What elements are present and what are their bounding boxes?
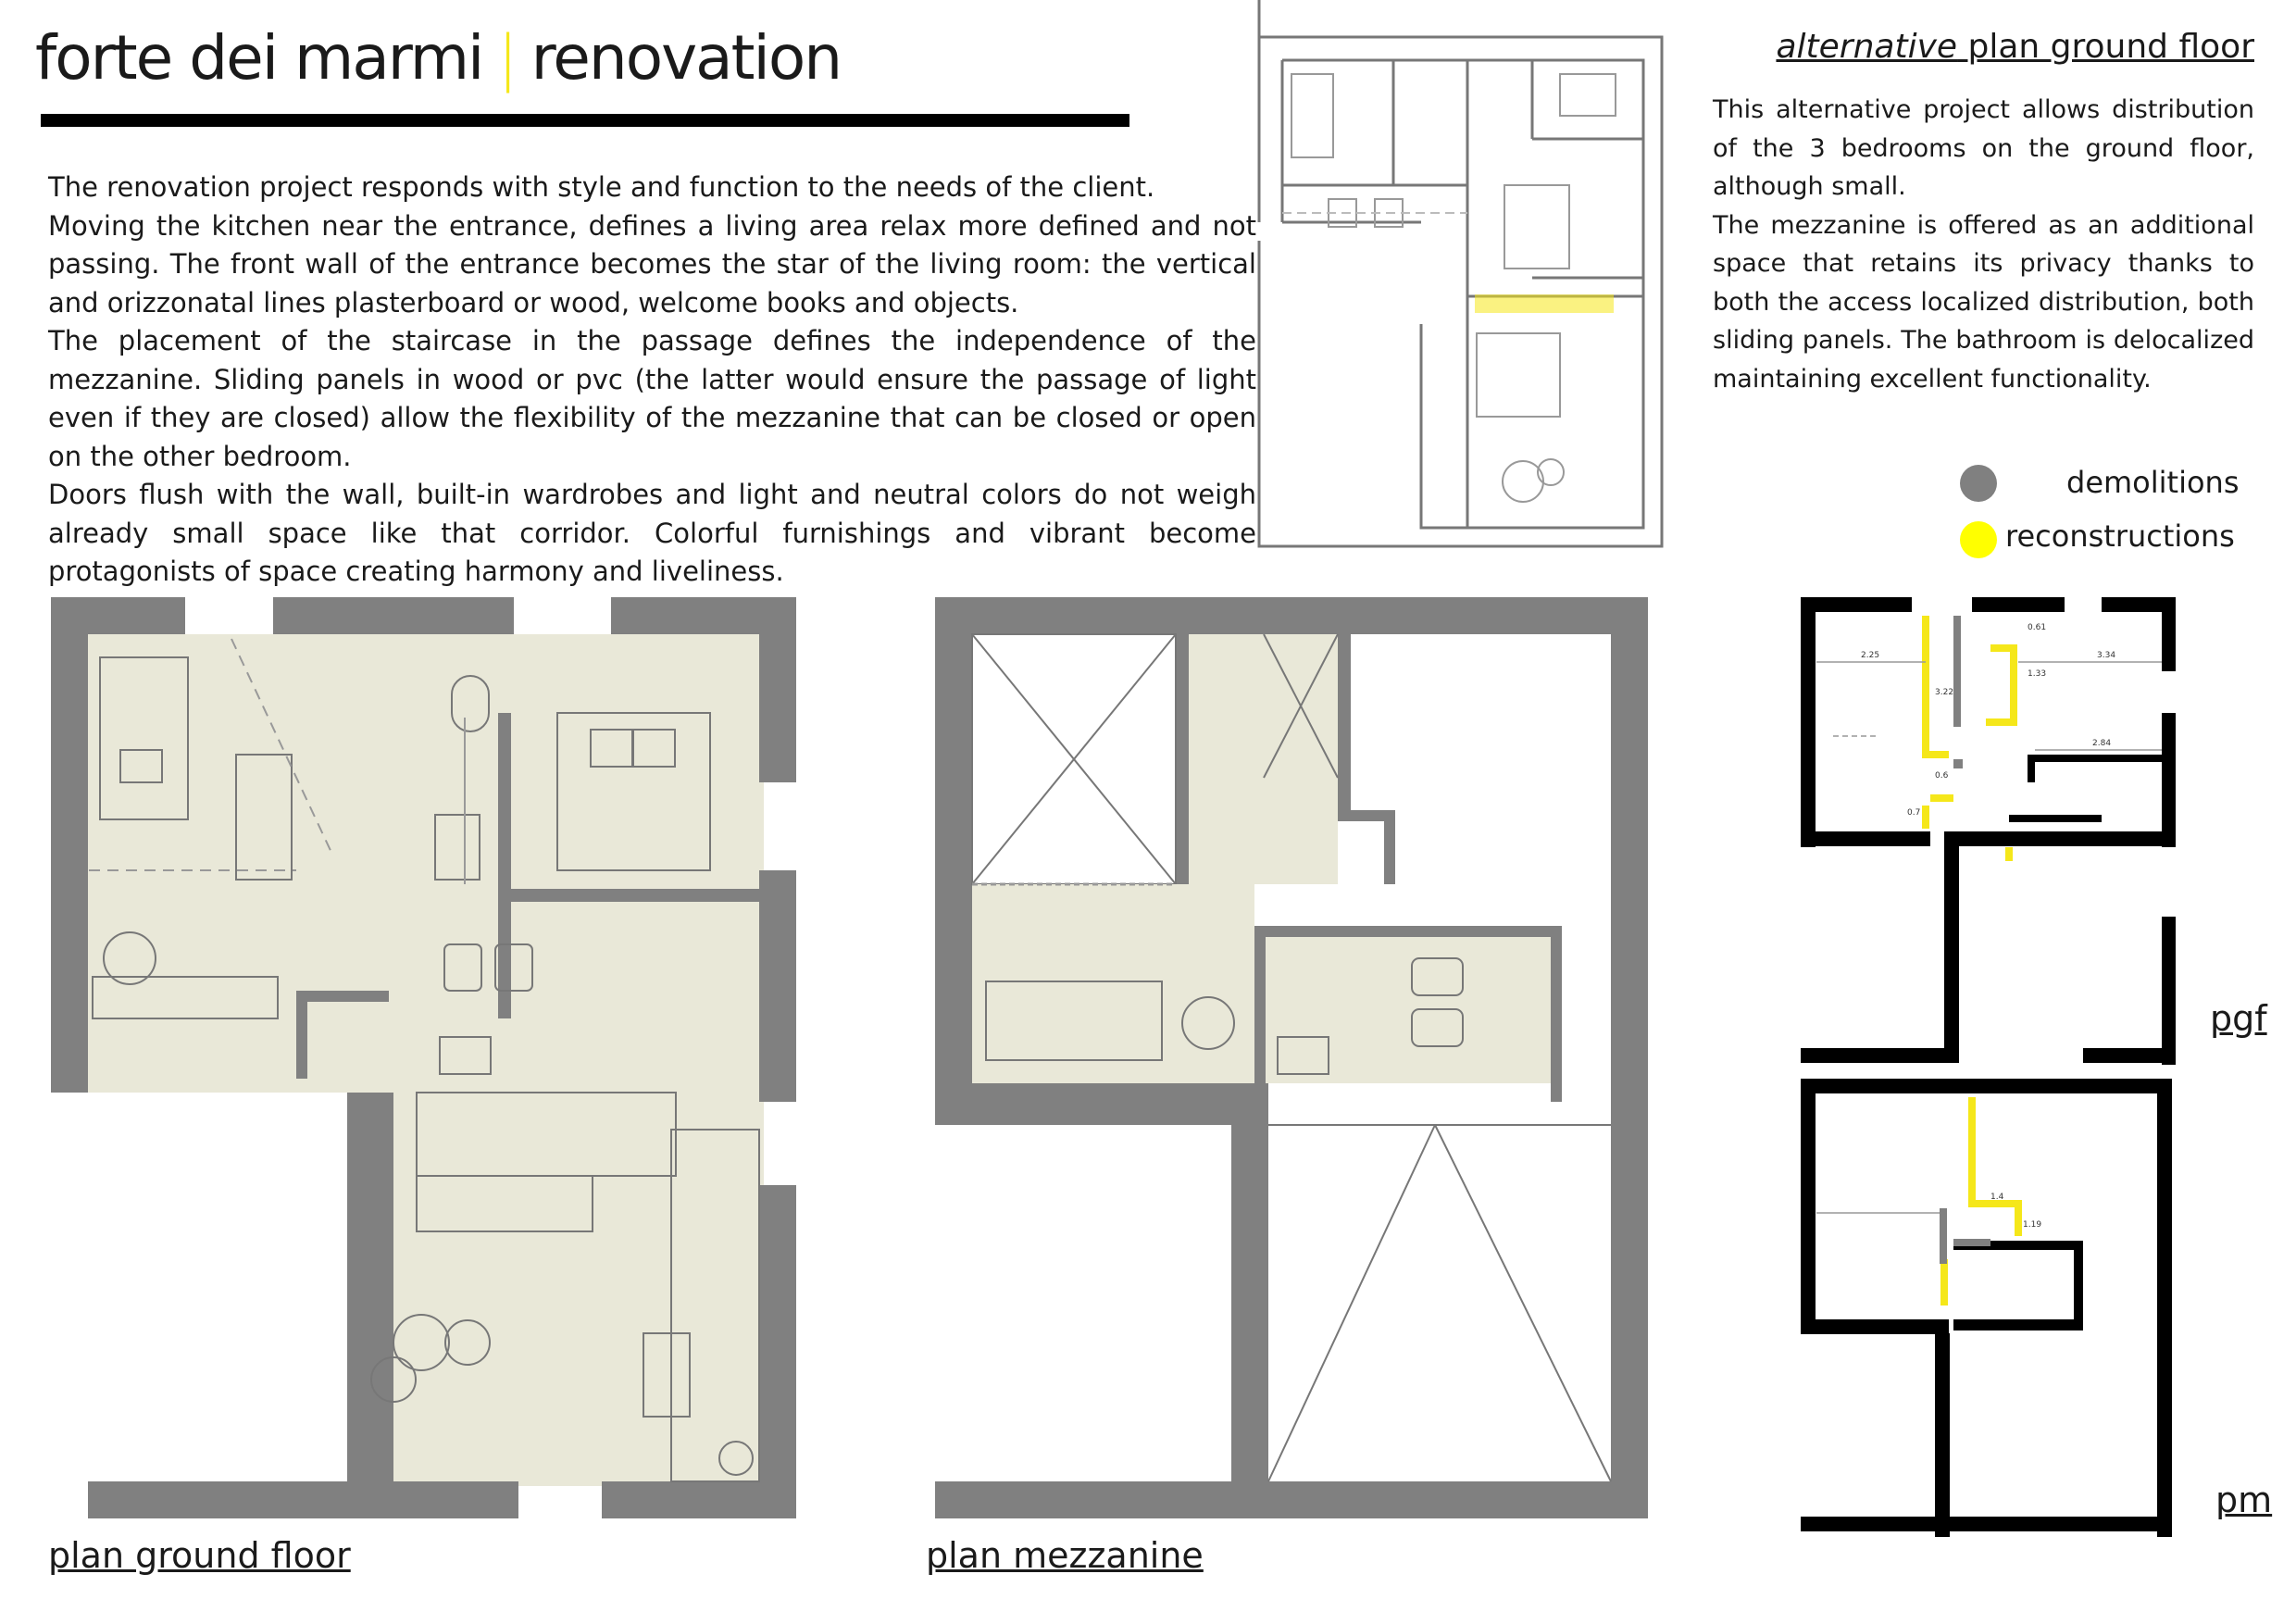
alternative-plan-title <box>1717 28 2254 66</box>
description-paragraph: The renovation project responds with style and function to the needs of the client. <box>48 171 1155 203</box>
alternative-floor-plan <box>1254 0 1680 556</box>
dimension-label: 0.61 <box>2028 623 2047 632</box>
ground-floor-plan <box>46 593 805 1518</box>
dimension-label: 2.84 <box>2092 739 2112 748</box>
alternative-title-rest: plan ground floor <box>1967 28 2254 66</box>
title-left: forte dei marmi <box>35 22 483 94</box>
dimension-label: 0.7 <box>1907 808 1921 818</box>
project-description <box>48 169 1256 592</box>
dimension-label: 3.34 <box>2097 651 2116 660</box>
pgf-diagram <box>1796 593 2176 1065</box>
description-paragraph: The placement of the staircase in the passage defines the independence of the mezzanine. Sliding panels in wood or pvc (the latter would ensure the passage of light even if they are closed) allow the flexibility of the mezzanine that can be closed or open on the other bedroom. <box>48 325 1256 472</box>
title-right: renovation <box>530 22 842 94</box>
alternative-description <box>1713 91 2254 398</box>
caption-mezzanine: plan mezzanine <box>926 1535 1204 1576</box>
legend-demolitions-label: demolitions <box>2066 465 2240 500</box>
dimension-label: 1.4 <box>1990 1193 2004 1202</box>
caption-pgf: pgf <box>2210 998 2267 1039</box>
reconstructions-swatch <box>1960 521 1997 558</box>
demolitions-swatch <box>1960 465 1997 502</box>
legend-reconstructions-label: reconstructions <box>2005 518 2235 554</box>
description-paragraph: Moving the kitchen near the entrance, defines a living area relax more defined and not passing. The front wall of the entrance becomes the star of the living room: the vertical and orizzonatal lines plasterboard or wood, welcome books and objects. <box>48 209 1256 319</box>
dimension-label: 1.19 <box>2023 1220 2042 1230</box>
dimension-label: 3.22 <box>1935 688 1954 697</box>
title-separator: | <box>497 22 517 94</box>
dimension-label: 0.6 <box>1935 771 1949 781</box>
title-underline-rule <box>41 114 1129 127</box>
alternative-paragraph: This alternative project allows distribution of the 3 bedrooms on the ground floor, although small. <box>1713 95 2254 201</box>
description-paragraph: Doors flush with the wall, built-in wardrobes and light and neutral colors do not weigh already small space like that corridor. Colorful furnishings and vibrant become protagonists of space creating harmony and liveliness. <box>48 479 1256 587</box>
caption-pm: pm <box>2215 1480 2273 1520</box>
caption-ground-floor: plan ground floor <box>48 1535 351 1576</box>
dimension-label: 1.33 <box>2028 669 2047 679</box>
alternative-emphasis: alternative <box>1776 28 1958 66</box>
dimension-label: 2.25 <box>1861 651 1880 660</box>
mezzanine-plan <box>930 593 1671 1518</box>
pm-diagram <box>1796 1074 2176 1537</box>
alternative-paragraph: The mezzanine is offered as an additional space that retains its privacy thanks to both the access localized distribution, both sliding panels. The bathroom is delocalized maintaining excellent functionality. <box>1713 210 2254 394</box>
page-title <box>35 22 842 94</box>
